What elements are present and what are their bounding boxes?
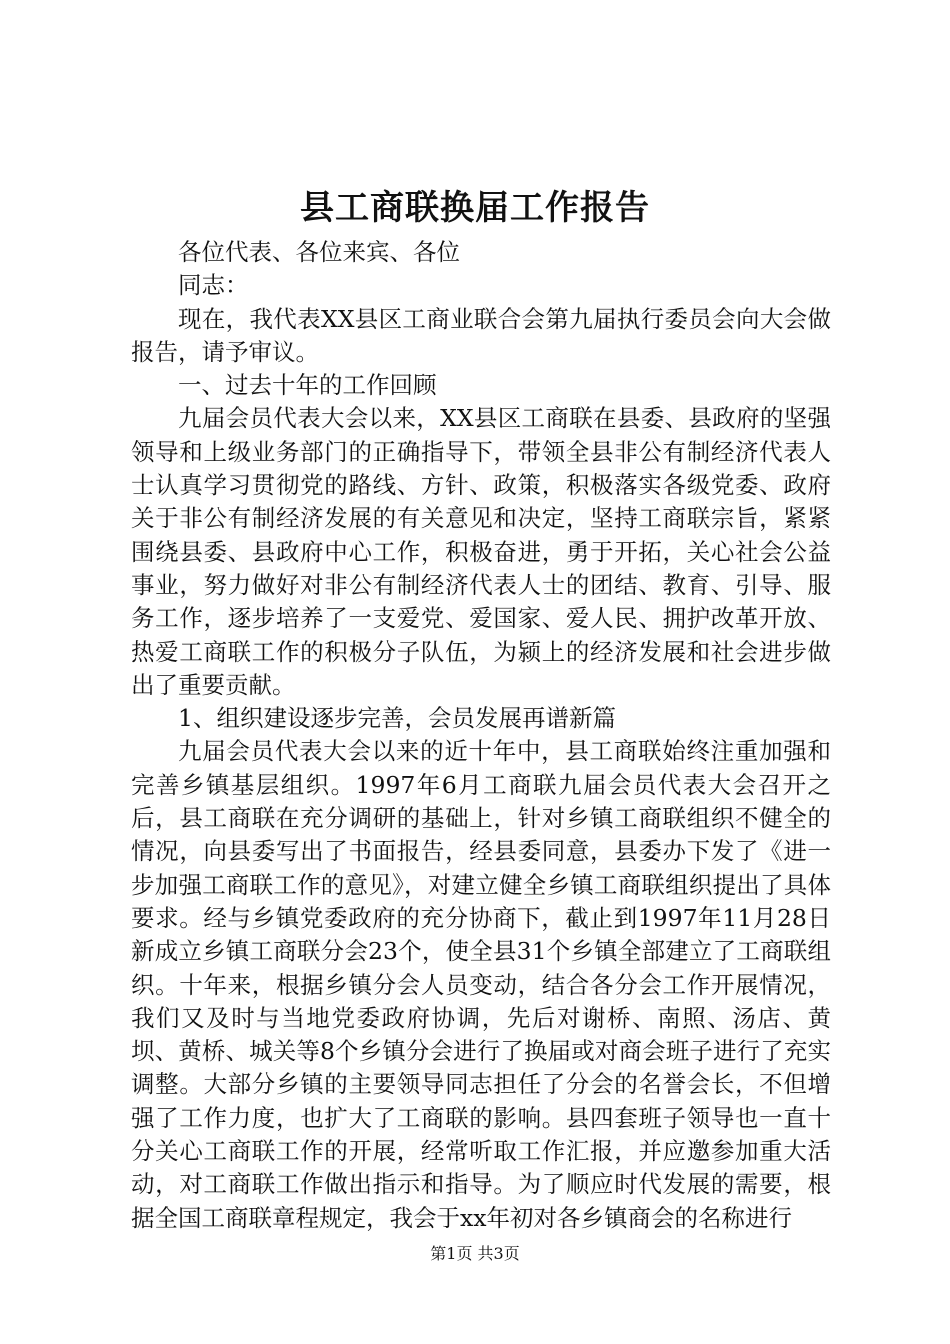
- intro-paragraph: 现在，我代表XX县区工商业联合会第九届执行委员会向大会做报告，请予审议。: [131, 304, 831, 366]
- review-paragraph: 九届会员代表大会以来，XX县区工商联在县委、县政府的坚强领导和上级业务部门的正确指导下，带领全县非公有制经济代表人士认真学习贯彻党的路线、方针、政策，积极落实各级党委、政府关于非公有制经济发展的有关意见和决定，坚持工商联宗旨，紧紧围绕县委、县政府中心工作，积极奋进，勇于开拓，关心社会公益事业，努力做好对非公有制经济代表人士的团结、教育、引导、服务工作，逐步培养了一支爱党、爱国家、爱人民、拥护改革开放、热爱工商联工作的积极分子队伍，为颍上的经济发展和社会进步做出了重要贡献。: [131, 404, 831, 699]
- salutation-line-2: 同志：: [178, 271, 249, 300]
- document-title: 县工商联换届工作报告: [300, 188, 650, 228]
- salutation-line-1: 各位代表、各位来宾、各位: [178, 238, 460, 266]
- page-footer: 第1页 共3页: [430, 1244, 520, 1263]
- subsection-heading: 1、组织建设逐步完善，会员发展再谱新篇: [178, 704, 616, 733]
- section-heading: 一、过去十年的工作回顾: [178, 371, 437, 400]
- organization-paragraph: 九届会员代表大会以来的近十年中，县工商联始终注重加强和完善乡镇基层组织。1997年6月工商联九届会员代表大会召开之后，县工商联在充分调研的基础上，针对乡镇工商联组织不健全的情况，向县委写出了书面报告，经县委同意，县委办下发了《进一步加强工商联工作的意见》，对建立健全乡镇工商联组织提出了具体要求。经与乡镇党委政府的充分协商下，截止到1997年11月28日新成立乡镇工商联分会23个，使全县31个乡镇全部建立了工商联组织。十年来，根据乡镇分会人员变动，结合各分会工作开展情况，我们又及时与当地党委政府协调，先后对谢桥、南照、汤店、黄坝、黄桥、城关等8个乡镇分会进行了换届或对商会班子进行了充实调整。大部分乡镇的主要领导同志担任了分会的名誉会长，不但增强了工作力度，也扩大了工商联的影响。县四套班子领导也一直十分关心工商联工作的开展，经常听取工作汇报，并应邀参加重大活动，对工商联工作做出指示和指导。为了顺应时代发展的需要，根据全国工商联章程规定，我会于xx年初对各乡镇商会的名称进行: [131, 737, 831, 1232]
- document-body: [131, 236, 831, 1235]
